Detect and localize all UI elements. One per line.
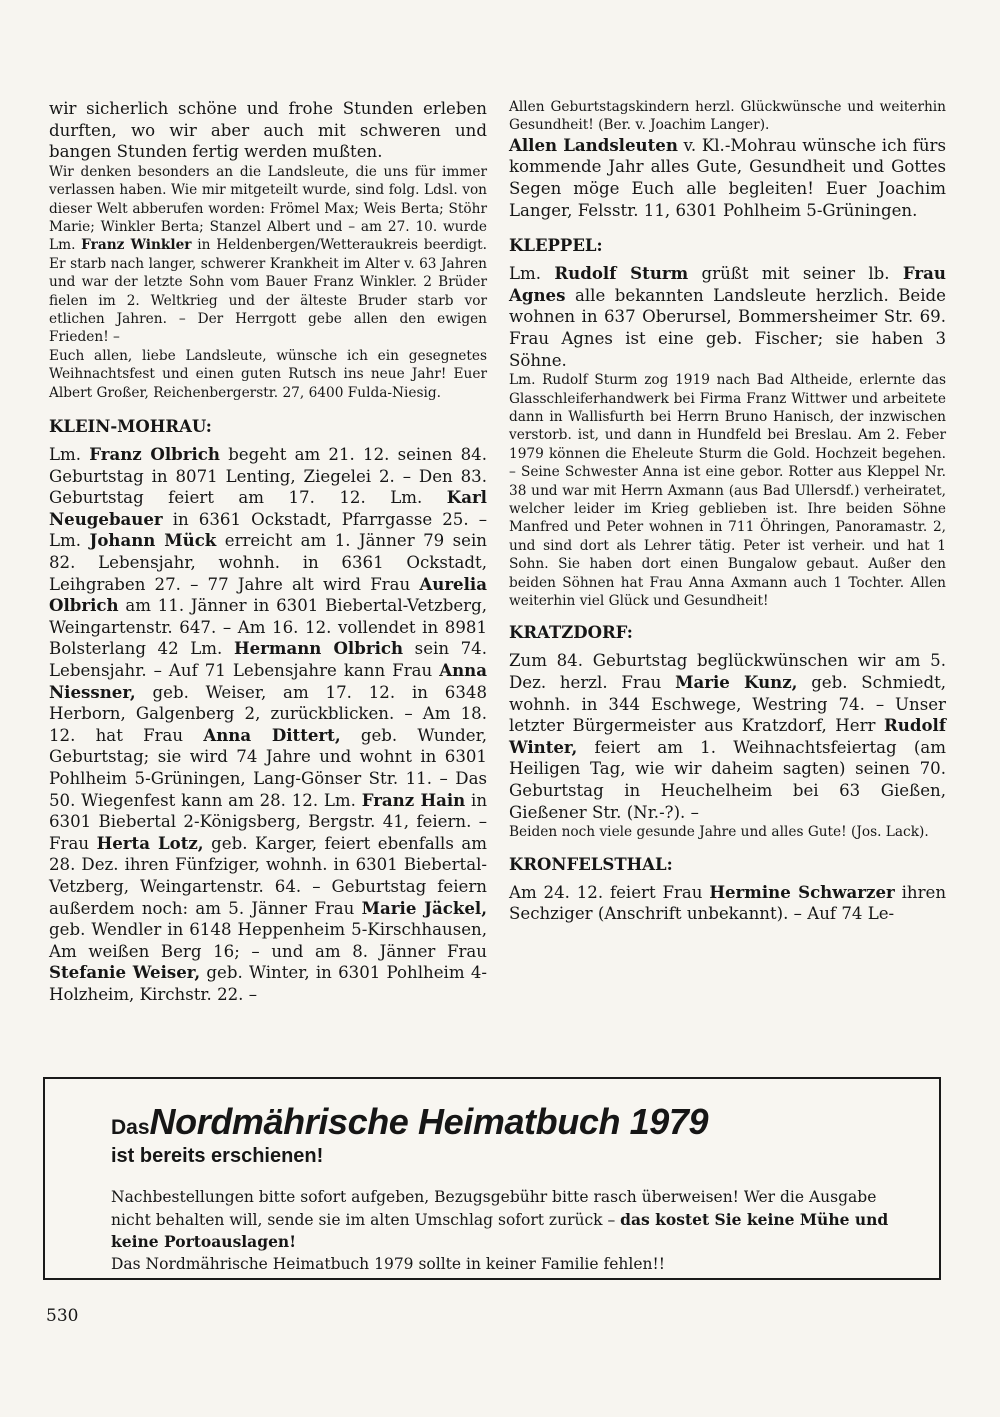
- kleppel-details: Lm. Rudolf Sturm zog 1919 nach Bad Altheide, erlernte das Glasschleiferhandwerk bei Firma Franz Wittwer und arbeitete dann in Wallisfurth bei Herrn Bruno Hanisch, der inzwischen verstorb. ist, und dann in Hundfeld bei Breslau. Am 2. Feber 1979 können die Eheleute Sturm die Gold. Hochzeit begehen. – Seine Schwester Anna ist eine gebor. Rotter aus Kleppel Nr. 38 und war mit Herrn Axmann (aus Bad Ullersdf.) verheiratet, welcher leider im Krieg geblieben ist. Ihre beiden Söhne Manfred und Peter wohnen in 711 Öhringen, Panoramastr. 2, und sind dort als Lehrer tätig. Peter ist verheir. und hat 1 Sohn. Sie haben dort einen Bungalow gebaut. Außer den beiden Söhnen hat Frau Anna Axmann auch 1 Tochter. Allen weiterhin viel Glück und Gesundheit!: [509, 372, 946, 610]
- ad-subtitle: ist bereits erschienen!: [111, 1145, 324, 1167]
- kronfelsthal-paragraph: Am 24. 12. feiert Frau Hermine Schwarzer ihren Sechziger (Anschrift unbekannt). – Auf 74 Le-: [509, 881, 947, 924]
- ad-text: Nachbestellungen bitte sofort aufgeben, Bezugsgebühr bitte rasch überweisen! Wer die Ausgabe nicht behalten will, sende sie im alten Umschlag sofort zurück – das kostet Sie keine Mühe und keine Portoauslagen! Das Nordmährische Heimatbuch 1979 sollte in keiner Familie fehlen!!: [111, 1188, 889, 1273]
- left-column: [49, 98, 487, 1006]
- christmas-wishes: Euch allen, liebe Landsleute, wünsche ich ein gesegnetes Weihnachtsfest und einen guten Rutsch ins neue Jahr! Euer Albert Großer, Reichenbergerstr. 27, 6400 Fulda-Niesig.: [49, 347, 487, 401]
- page-number: 530: [46, 1306, 79, 1326]
- section-heading-kratzdorf: KRATZDORF:: [509, 623, 633, 643]
- intro-paragraph: wir sicherlich schöne und frohe Stunden erleben durften, wo wir aber auch mit schweren und bangen Stunden fertig werden mußten.: [49, 99, 487, 162]
- heimatbuch-advertisement: [43, 1077, 941, 1280]
- section-heading-kleppel: KLEPPEL:: [509, 236, 603, 256]
- kleppel-paragraph: Lm. Rudolf Sturm grüßt mit seiner lb. Frau Agnes alle bekannten Landsleute herzlich. Beide wohnen in 637 Oberursel, Bommersheimer Str. 69. Frau Agnes ist eine geb. Fischer; sie haben 3 Söhne.: [509, 263, 946, 370]
- birthday-wishes: Allen Geburtstagskindern herzl. Glückwünsche und weiterhin Gesundheit! (Ber. v. Joachim Langer).: [509, 99, 946, 134]
- section-heading-kronfelsthal: KRONFELSTHAL:: [509, 854, 673, 874]
- kratzdorf-paragraph: Zum 84. Geburtstag beglückwünschen wir am 5. Dez. herzl. Frau Marie Kunz, geb. Schmiedt, wohnh. in 344 Eschwege, Westring 74. – Unser letzter Bürgermeister aus Kratzdorf, Herr Rudolf Winter, feiert am 1. Weihnachtsfeiertag (am Heiligen Tag, wie wir daheim sagten) seinen 70. Geburtstag in Heuchelheim bei 63 Gießen, Gießener Str. (Nr.-?). –: [509, 651, 947, 822]
- ad-title-line: [111, 1101, 708, 1143]
- new-year-wishes: Allen Landsleuten v. Kl.-Mohrau wünsche ich fürs kommende Jahr alles Gute, Gesundheit und Gottes Segen möge Euch alle begleiten! Euer Joachim Langer, Felsstr. 11, 6301 Pohlheim 5-Grüningen.: [509, 134, 946, 220]
- klein-mohrau-paragraph: Lm. Franz Olbrich begeht am 21. 12. seinen 84. Geburtstag in 8071 Lenting, Ziegelei 2. – Den 83. Geburtstag feiert am 17. 12. Lm. Karl Neugebauer in 6361 Ockstadt, Pfarrgasse 25. – Lm. Johann Mück erreicht am 1. Jänner 79 sein 82. Lebensjahr, wohnh. in 6361 Ockstadt, Leihgraben 27. – 77 Jahre alt wird Frau Aurelia Olbrich am 11. Jänner in 6301 Biebertal-Vetzberg, Weingartenstr. 647. – Am 16. 12. vollendet in 8981 Bolsterlang 42 Lm. Hermann Olbrich sein 74. Lebensjahr. – Auf 71 Lebensjahre kann Frau Anna Niessner, geb. Weiser, am 17. 12. in 6348 Herborn, Galgenberg 2, zurückblicken. – Am 18. 12. hat Frau Anna Dittert, geb. Wunder, Geburtstag; sie wird 74 Jahre und wohnt in 6301 Pohlheim 5-Grüningen, Lang-Gönser Str. 11. – Das 50. Wiegenfest kann am 28. 12. Lm. Franz Hain in 6301 Biebertal 2-Königsberg, Bergstr. 41, feiern. – Frau Herta Lotz, geb. Karger, feiert ebenfalls am 28. Dez. ihren Fünfziger, wohnh. in 6301 Biebertal-Vetzberg, Weingartenstr. 64. – Geburtstag feiern außerdem noch: am 5. Jänner Frau Marie Jäckel, geb. Wendler in 6148 Heppenheim 5-Kirschhausen, Am weißen Berg 16; – und am 8. Jänner Frau Stefanie Weiser, geb. Winter, in 6301 Pohlheim 4-Holzheim, Kirchstr. 22. –: [49, 444, 488, 1004]
- ad-title: Nordmährische Heimatbuch 1979: [149, 1101, 709, 1142]
- kratzdorf-wishes: Beiden noch viele gesunde Jahre und alles Gute! (Jos. Lack).: [509, 824, 929, 841]
- memorial-name: Franz Winkler: [81, 237, 192, 254]
- right-column: [509, 98, 946, 925]
- memorial-paragraph: Wir denken besonders an die Landsleute, die uns für immer verlassen haben. Wie mir mitgeteilt wurde, sind folg. Ldsl. von dieser Welt abberufen worden: Frömel Max; Weis Berta; Stöhr Marie; Winkler Berta; Stanzel Albert und – am 27. 10. wurde Lm. Franz Winkler in Heldenbergen/Wetteraukreis beerdigt. Er starb nach langer, schwerer Krankheit im Alter v. 63 Jahren und war der letzte Sohn vom Bauer Franz Winkler. 2 Brüder fielen im 2. Weltkrieg und der älteste Bruder starb vor etlichen Jahren. – Der Herrgott gebe allen den ewigen Frieden! –: [49, 163, 487, 346]
- section-heading-klein-mohrau: KLEIN-MOHRAU:: [49, 417, 212, 437]
- ad-das: Das: [111, 1116, 150, 1139]
